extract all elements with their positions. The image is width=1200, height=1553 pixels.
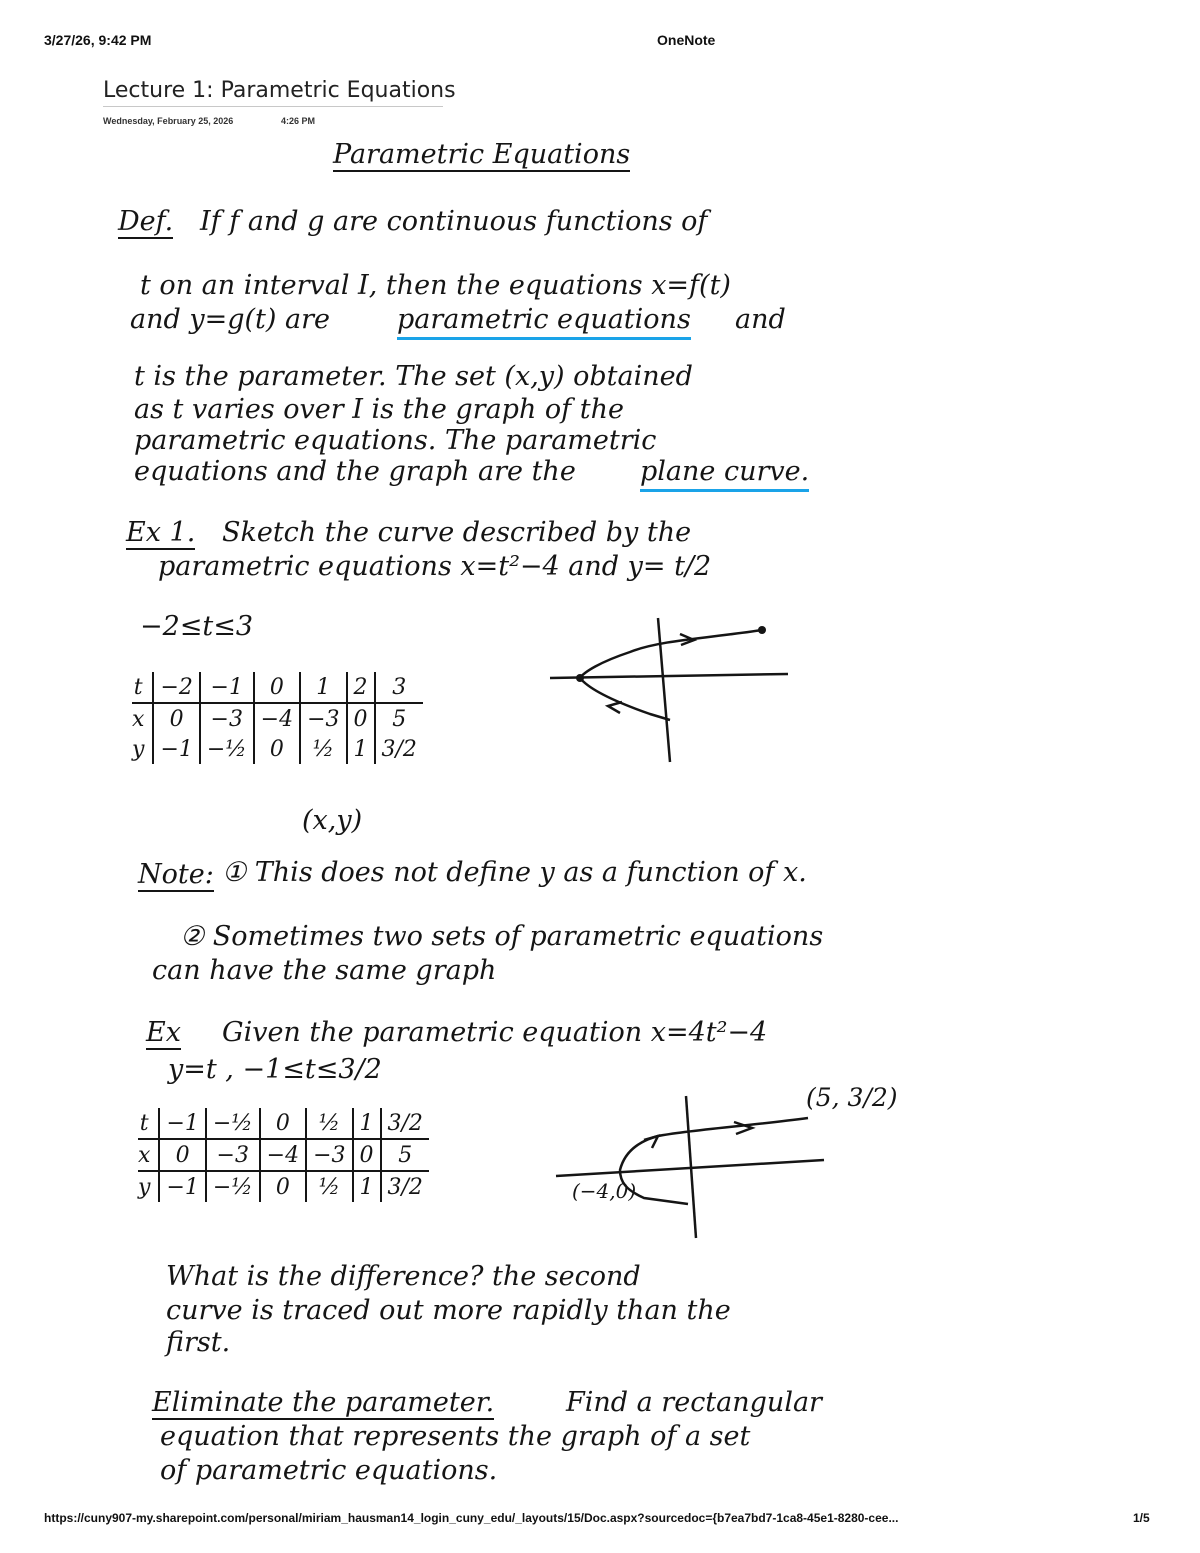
ex2-sketch <box>548 1090 828 1240</box>
table-cell: 5 <box>381 1139 429 1171</box>
print-url: https://cuny907-my.sharepoint.com/personal/miriam_hausman14_login_cuny_edu/_layouts/15/Doc.aspx?sourcedoc={b7ea7bd7-1ca8-45e1-8280-cee... <box>44 1511 899 1525</box>
def-line-2: t on an interval I, then the equations x=f(t) <box>140 270 731 301</box>
notes-heading: Parametric Equations <box>333 139 631 170</box>
ex1-point-label: (x,y) <box>302 805 363 836</box>
start-point <box>576 674 584 682</box>
table-row <box>138 1171 429 1202</box>
note-item-1: ① This does not define y as a function of x. <box>222 857 807 888</box>
table-cell: 0 <box>260 1108 306 1139</box>
table-cell: −2 <box>153 672 199 703</box>
page-title: Lecture 1: Parametric Equations <box>103 78 456 103</box>
table-cell: 0 <box>254 734 300 764</box>
print-page-number: 1/5 <box>1133 1511 1150 1525</box>
difference-line-3: first. <box>166 1327 231 1358</box>
term-parametric-equations: parametric equations <box>397 305 691 340</box>
ex2-start-point-label: (−4,0) <box>572 1179 637 1203</box>
table-row-label: x <box>138 1139 159 1171</box>
note-item-2a: ② Sometimes two sets of parametric equations <box>180 921 824 952</box>
difference-line-1: What is the difference? the second <box>166 1261 641 1292</box>
table-cell: −3 <box>206 1139 260 1171</box>
def-line-3a: and y=g(t) are <box>130 304 330 335</box>
page-time: 4:26 PM <box>281 116 316 126</box>
table-row <box>132 734 423 764</box>
table-row <box>138 1108 429 1139</box>
print-datetime: 3/27/26, 9:42 PM <box>44 32 152 48</box>
table-cell: −1 <box>159 1171 205 1202</box>
ex1-value-table <box>132 672 423 764</box>
table-row-label: y <box>132 736 145 762</box>
def-line-6: parametric equations. The parametric <box>134 425 657 456</box>
eliminate-line-1: Find a rectangular <box>566 1387 822 1418</box>
eliminate-line-2: equation that represents the graph of a set <box>160 1421 751 1452</box>
table-cell: 2 <box>347 672 375 703</box>
print-app-name: OneNote <box>657 32 716 48</box>
ex1-line-1: Sketch the curve described by the <box>222 517 692 548</box>
ex2-value-table <box>138 1108 429 1202</box>
note-item-2b: can have the same graph <box>152 955 497 986</box>
eliminate-title: Eliminate the parameter. <box>152 1387 495 1418</box>
ex2-label: Ex <box>146 1017 181 1048</box>
eliminate-line-3: of parametric equations. <box>160 1455 498 1486</box>
table-cell: 3/2 <box>381 1108 429 1139</box>
table-cell: −1 <box>200 672 254 703</box>
table-cell: 0 <box>159 1139 205 1171</box>
table-cell: 1 <box>300 672 346 703</box>
table-row-label: t <box>132 672 153 703</box>
table-cell: 1 <box>353 1108 381 1139</box>
table-cell: 5 <box>375 703 423 734</box>
table-cell: 0 <box>260 1171 306 1202</box>
note-label: Note: <box>138 859 214 890</box>
ex2-end-point-label: (5, 3/2) <box>806 1083 898 1112</box>
parabola-curve <box>620 1118 808 1204</box>
table-cell: ½ <box>300 734 346 764</box>
def-line-3c: and <box>735 304 786 335</box>
term-plane-curve: plane curve. <box>640 457 809 492</box>
direction-arrow-left <box>644 1136 658 1148</box>
table-cell: −3 <box>300 703 346 734</box>
ex2-line-2: y=t , −1≤t≤3/2 <box>168 1054 382 1085</box>
def-line-4: t is the parameter. The set (x,y) obtained <box>134 361 693 392</box>
table-row <box>132 672 423 703</box>
ex1-range: −2≤t≤3 <box>140 611 254 642</box>
table-row-label: t <box>138 1108 159 1139</box>
table-cell: −½ <box>200 734 254 764</box>
table-cell: 0 <box>153 703 199 734</box>
table-row-label: y <box>138 1174 151 1200</box>
def-label: Def. <box>118 206 174 237</box>
table-cell: 0 <box>347 703 375 734</box>
table-cell: −4 <box>254 703 300 734</box>
table-cell: 0 <box>254 672 300 703</box>
table-row <box>132 703 423 734</box>
def-line-7a: equations and the graph are the <box>134 456 576 487</box>
ex1-sketch <box>540 610 800 770</box>
direction-arrow-lower <box>608 702 622 713</box>
table-cell: 3 <box>375 672 423 703</box>
table-row <box>138 1139 429 1171</box>
table-cell: −3 <box>306 1139 352 1171</box>
x-axis <box>550 674 788 678</box>
table-cell: −1 <box>153 734 199 764</box>
y-axis <box>658 618 670 762</box>
table-cell: 3/2 <box>375 734 423 764</box>
ex1-line-2: parametric equations x=t²−4 and y= t/2 <box>158 551 712 582</box>
table-cell: −½ <box>206 1108 260 1139</box>
table-cell: 1 <box>347 734 375 764</box>
ex1-label: Ex 1. <box>126 517 196 548</box>
table-cell: −3 <box>200 703 254 734</box>
def-line-5: as t varies over I is the graph of the <box>134 394 624 425</box>
def-line-1: If f and g are continuous functions of <box>200 206 708 237</box>
ex2-line-1: Given the parametric equation x=4t²−4 <box>222 1017 768 1048</box>
table-cell: ½ <box>306 1171 352 1202</box>
table-cell: −4 <box>260 1139 306 1171</box>
end-point <box>758 626 766 634</box>
table-cell: −1 <box>159 1108 205 1139</box>
title-underline <box>103 106 443 107</box>
table-cell: 1 <box>353 1171 381 1202</box>
page-date: Wednesday, February 25, 2026 <box>103 116 234 126</box>
table-cell: 3/2 <box>381 1171 429 1202</box>
table-cell: −½ <box>206 1171 260 1202</box>
table-row-label: x <box>132 706 145 732</box>
table-cell: 0 <box>353 1139 381 1171</box>
table-cell: ½ <box>306 1108 352 1139</box>
difference-line-2: curve is traced out more rapidly than the <box>166 1295 731 1326</box>
